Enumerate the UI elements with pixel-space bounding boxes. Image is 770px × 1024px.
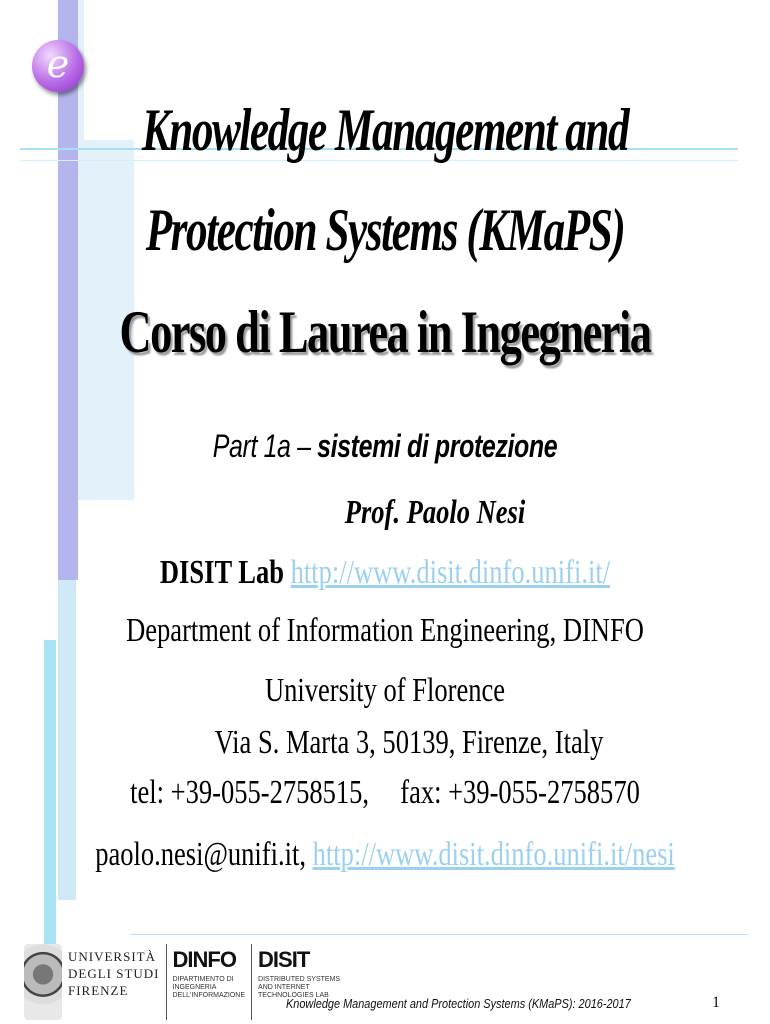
department-line: Department of Information Engineering, DINFO (126, 612, 644, 649)
disit-logo: DISIT DISTRIBUTED SYSTEMS AND INTERNET TECHNOLOGIES LAB (258, 947, 341, 999)
professor-name: Prof. Paolo Nesi (344, 494, 526, 531)
title-line-2: Protection Systems (KMaPS) (145, 197, 625, 263)
page-number: 1 (712, 994, 720, 1011)
title-line-3: Corso di Laurea in Ingegneria (119, 299, 651, 365)
fax: fax: +39-055-2758570 (400, 774, 640, 811)
footer-course-text: Knowledge Management and Protection Systems (KMaPS): 2016-2017 (286, 996, 631, 1011)
lab-url-link[interactable]: http://www.disit.dinfo.unifi.it/ (290, 554, 611, 591)
e-learning-logo-icon: e (32, 40, 84, 92)
lab-line (85, 554, 686, 592)
telephone: tel: +39-055-2758515, (130, 774, 370, 811)
logo-divider (251, 944, 252, 1020)
subtitle (85, 428, 686, 465)
address-line: Via S. Marta 3, 50139, Firenze, Italy (214, 724, 604, 761)
contact-email-line (85, 836, 686, 874)
subtitle-part: Part 1a – (212, 428, 311, 464)
decor-vertical-bar-cyan (44, 640, 56, 960)
email-address: paolo.nesi@unifi.it, (95, 836, 306, 873)
dinfo-logo: DINFO DIPARTIMENTO DI INGEGNERIA DELL'INFORMAZIONE (172, 947, 246, 999)
logo-divider (166, 944, 167, 1020)
university-seal-icon (24, 944, 62, 1020)
title-line-1: Knowledge Management and (141, 97, 629, 163)
subtitle-topic: sistemi di protezione (317, 428, 558, 464)
unifi-logo-text: UNIVERSITÀ DEGLI STUDI FIRENZE (68, 949, 160, 998)
decor-horizontal-rule-bottom (130, 934, 748, 935)
contact-phone-line (85, 774, 686, 812)
lab-label: DISIT Lab (159, 554, 284, 591)
personal-url-link[interactable]: http://www.disit.dinfo.unifi.it/nesi (312, 836, 675, 873)
university-line: University of Florence (264, 672, 506, 709)
